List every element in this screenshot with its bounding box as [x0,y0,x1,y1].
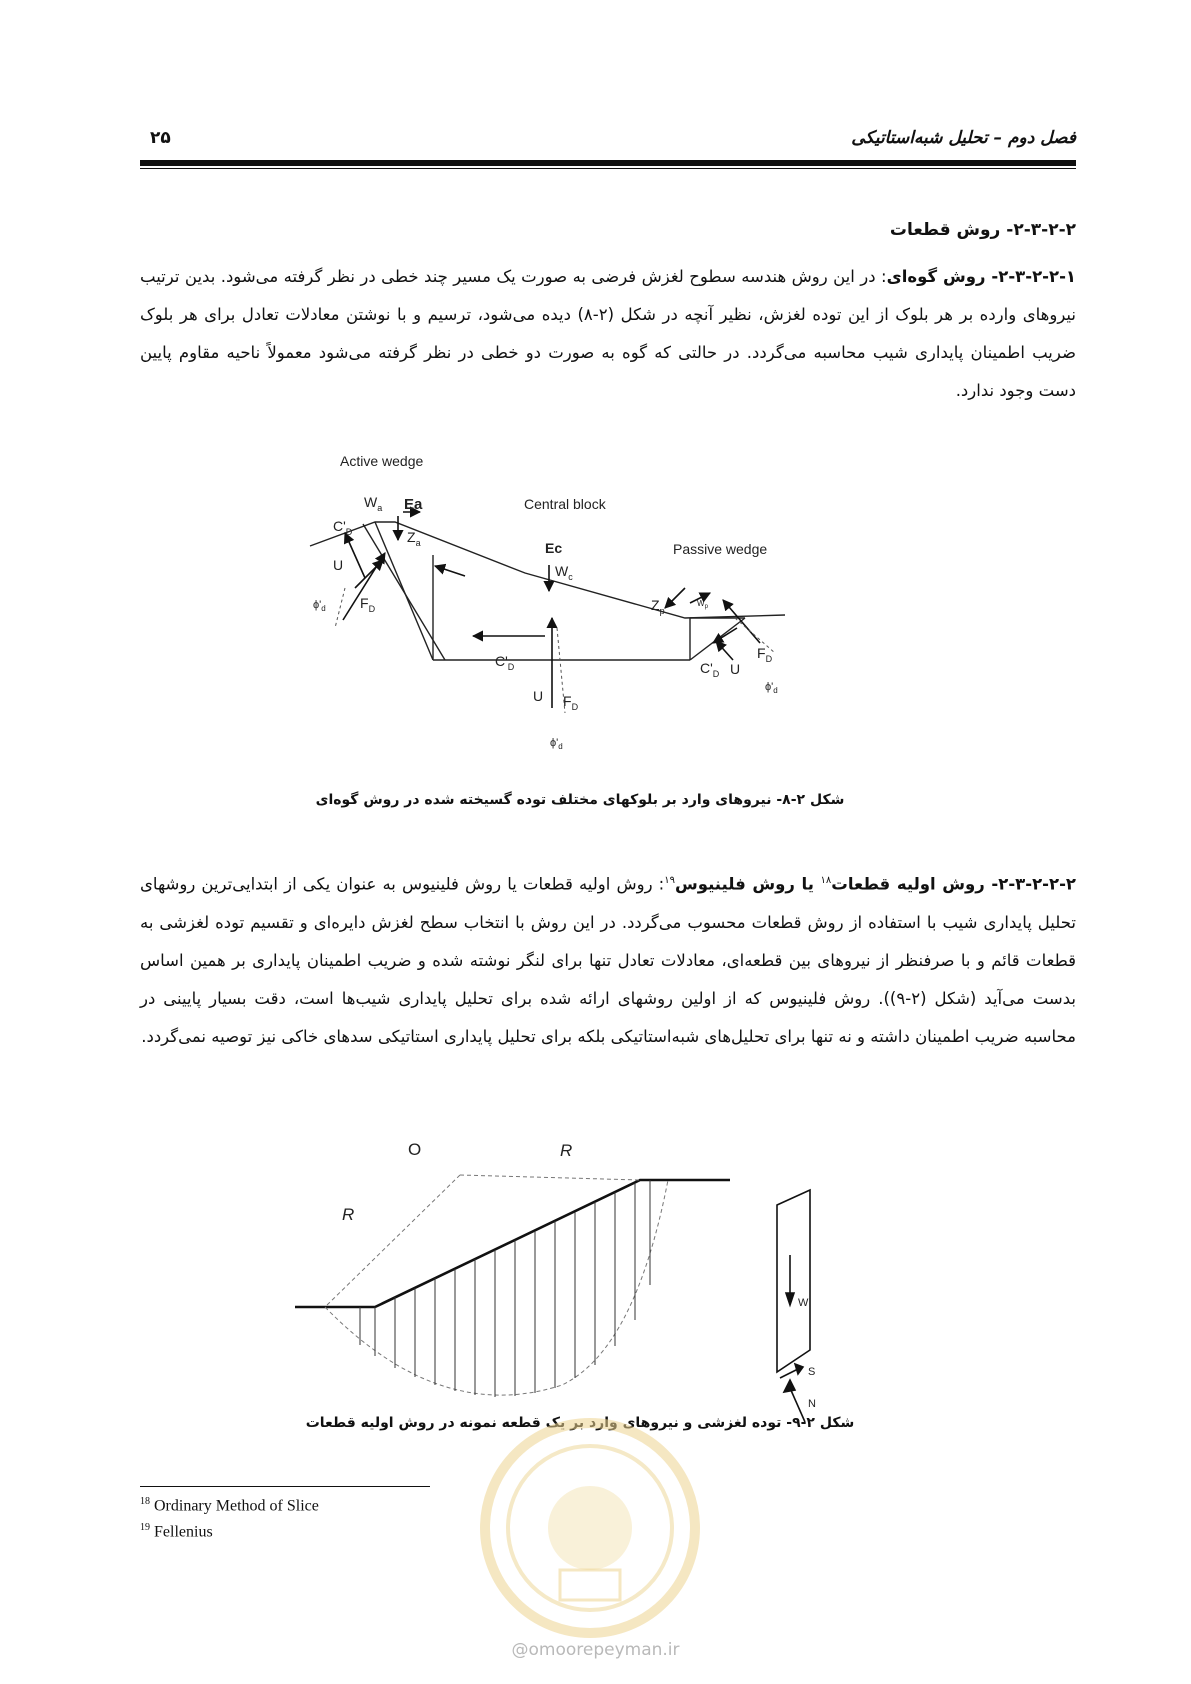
chapter-title: فصل دوم – تحلیل شبه‌استاتیکی [851,128,1076,148]
wedge-method-paragraph [140,258,1076,410]
label-U-base: U [533,688,544,704]
figure-8-caption: شکل ۲-۸- نیروهای وارد بر بلوکهای مختلف توده گسیخته شده در روش گوه‌ای [315,792,845,808]
figure-9-caption: شکل ۲-۹- توده لغزشی و نیروهای وارد بر یک قطعه نمونه در روش اولیه قطعات [305,1415,855,1431]
label-CD-base: $C'_D$ [495,653,515,672]
ordinary-method-text: : روش اولیه قطعات یا روش فلینیوس به عنوان یکی از ابتدایی‌ترین روشهای تحلیل پایداری شیب با استفاده از روش قطعات محسوب می‌گردد. در این روش با انتخاب سطح لغزش دایره‌ای و تقسیم توده لغزشی به قطعات قائم و با صرفنظر از نیروهای بین قطعه‌ای، معادلات تعادل تنها برای لنگر نوشته شده و ضریب اطمینان پایداری بر همین اساس بدست می‌آید (شکل (۲-۹)). روش فلینیوس که از اولین روشهای ارائه شده برای تحلیل پایداری شیب‌ها است، دقت بسیار پایینی در محاسبه ضریب اطمینان داشته و نه تنها برای تحلیل‌های شبه‌استاتیکی بلکه برای تحلیل پایداری استاتیکی سدهای خاکی نیز توصیه نمی‌گردد. [140,874,1076,1046]
label-CD-passive: $C'_D$ [700,660,720,679]
label-R-top: R [560,1141,573,1160]
label-R-left: R [342,1205,355,1224]
fellenius-heading: یا روش فلینیوس [674,874,821,894]
label-FD-active: $F_D$ [360,595,376,614]
label-S: S [808,1366,816,1378]
label-CD-active: $C'_D$ [333,518,353,537]
label-phi-passive: $\phi'_d$ [765,681,778,695]
footnote-19: $^{19}$ Fellenius [140,1522,213,1541]
label-Wc: $W_c$ [555,563,573,582]
label-Ec: Ec [545,540,563,556]
label-central-block: Central block [524,496,606,512]
label-active-wedge: Active wedge [340,453,424,469]
label-FD-base: $F_D$ [563,693,579,712]
running-header [140,128,1076,154]
watermark-text: @omoorepeyman.ir [511,1640,680,1660]
label-Wa: $W_a$ [364,494,383,513]
ordinary-method-heading: ۲-۳-۲-۲-۲- روش اولیه قطعات [831,874,1076,894]
footnote-18: $^{18}$ Ordinary Method of Slice [140,1496,319,1515]
label-W: W [798,1297,809,1309]
label-Za: $Z_a$ [407,529,421,548]
wedge-method-text: : در این روش هندسه سطوح لغزش فرضی به صورت یک مسیر چند خطی در نظر گرفته می‌شود. بدین ترتیب نیروهای وارده بر هر بلوک از این توده لغزش، نظیر آنچه در شکل (۲-۸) دیده می‌شود، ترسیم و با نوشتن معادلات تعادل برای هر بلوک ضریب اطمینان پایداری شیب محاسبه می‌گردد. در حالتی که گوه به صورت دو خطی در نظر گرفته می‌شود معمولاً ناحیه مقاوم پایین دست وجود ندارد. [140,267,1077,400]
label-phi-active: $\phi'_d$ [313,599,326,613]
footnote-ref-19[interactable]: ۱۹ [664,875,675,886]
label-U-passive: U [730,661,741,677]
header-rule-thin [140,168,1076,169]
label-U-active: U [333,557,344,573]
label-FD-passive: $F_D$ [757,645,773,664]
header-rule [140,160,1076,166]
footnote-rule [140,1486,430,1487]
figure-ordinary-slices [290,1140,870,1410]
label-passive-wedge: Passive wedge [673,541,768,557]
page-number: ۲۵ [150,128,171,148]
label-Zp: $Z_p$ [651,597,665,616]
label-Wp: $W_p$ [697,599,708,610]
footnote-ref-18[interactable]: ۱۸ [820,875,832,886]
figure-wedge-forces [305,453,865,788]
label-phi-base: $\phi'_d$ [550,737,563,751]
watermark-seal [475,1410,705,1650]
label-O: O [408,1140,422,1159]
ordinary-method-paragraph [140,862,1076,1056]
section-heading: ۲-۳-۲-۲- روش قطعات [889,220,1076,240]
label-Ea: Ea [404,496,423,513]
wedge-method-heading: ۲-۳-۲-۲-۱- روش گوه‌ای [886,267,1076,286]
label-N: N [808,1398,816,1410]
